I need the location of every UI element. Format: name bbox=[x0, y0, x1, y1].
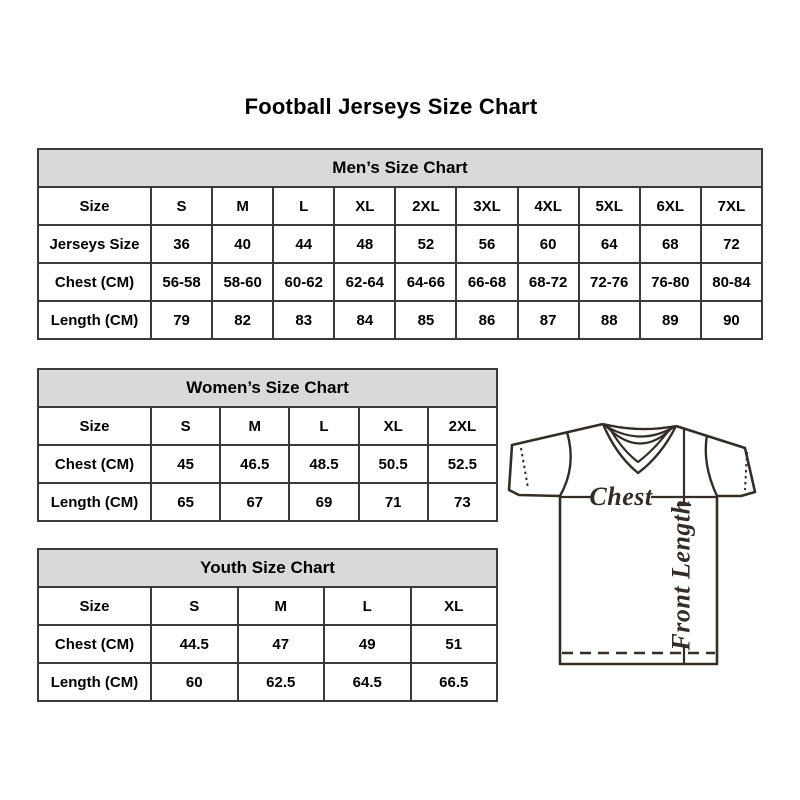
row-label-cell: Chest (CM) bbox=[38, 445, 151, 483]
value-cell: 67 bbox=[220, 483, 289, 521]
value-cell: 47 bbox=[238, 625, 325, 663]
value-cell: XL bbox=[359, 407, 428, 445]
value-cell: 51 bbox=[411, 625, 498, 663]
value-cell: 72 bbox=[701, 225, 762, 263]
jersey-outline bbox=[509, 424, 755, 664]
table-row bbox=[38, 187, 762, 225]
row-label-cell: Length (CM) bbox=[38, 483, 151, 521]
value-cell: 89 bbox=[640, 301, 701, 339]
value-cell: S bbox=[151, 407, 220, 445]
value-cell: 44.5 bbox=[151, 625, 238, 663]
value-cell: 64.5 bbox=[324, 663, 411, 701]
value-cell: 6XL bbox=[640, 187, 701, 225]
value-cell: 66-68 bbox=[456, 263, 517, 301]
table-row bbox=[38, 407, 497, 445]
row-label-cell: Size bbox=[38, 187, 151, 225]
value-cell: 88 bbox=[579, 301, 640, 339]
value-cell: 50.5 bbox=[359, 445, 428, 483]
left-sleeve-seam bbox=[560, 432, 571, 496]
value-cell: 64-66 bbox=[395, 263, 456, 301]
value-cell: 4XL bbox=[518, 187, 579, 225]
table-title: Youth Size Chart bbox=[38, 549, 497, 587]
row-label-cell: Size bbox=[38, 407, 151, 445]
value-cell: 68-72 bbox=[518, 263, 579, 301]
value-cell: 60 bbox=[518, 225, 579, 263]
value-cell: 60 bbox=[151, 663, 238, 701]
table-row bbox=[38, 587, 497, 625]
row-label-cell: Size bbox=[38, 587, 151, 625]
value-cell: 52.5 bbox=[428, 445, 497, 483]
value-cell: S bbox=[151, 187, 212, 225]
table-row bbox=[38, 445, 497, 483]
value-cell: XL bbox=[411, 587, 498, 625]
value-cell: 66.5 bbox=[411, 663, 498, 701]
jersey-measurement-diagram bbox=[503, 400, 773, 670]
value-cell: 3XL bbox=[456, 187, 517, 225]
value-cell: 44 bbox=[273, 225, 334, 263]
right-sleeve-seam bbox=[706, 435, 717, 496]
value-cell: 76-80 bbox=[640, 263, 701, 301]
table-title: Men’s Size Chart bbox=[38, 149, 762, 187]
chest-label: Chest bbox=[589, 482, 653, 511]
collar-top-edge bbox=[603, 424, 676, 429]
value-cell: 2XL bbox=[428, 407, 497, 445]
value-cell: 72-76 bbox=[579, 263, 640, 301]
left-cuff-stitch-line bbox=[521, 448, 528, 488]
value-cell: 80-84 bbox=[701, 263, 762, 301]
row-label-cell: Chest (CM) bbox=[38, 263, 151, 301]
value-cell: 65 bbox=[151, 483, 220, 521]
value-cell: 82 bbox=[212, 301, 273, 339]
value-cell: 87 bbox=[518, 301, 579, 339]
front-length-label: Front Length bbox=[666, 499, 696, 651]
value-cell: 5XL bbox=[579, 187, 640, 225]
value-cell: M bbox=[220, 407, 289, 445]
value-cell: L bbox=[273, 187, 334, 225]
value-cell: 85 bbox=[395, 301, 456, 339]
value-cell: 46.5 bbox=[220, 445, 289, 483]
value-cell: 62-64 bbox=[334, 263, 395, 301]
table-row bbox=[38, 301, 762, 339]
value-cell: 73 bbox=[428, 483, 497, 521]
table-row bbox=[38, 263, 762, 301]
value-cell: 60-62 bbox=[273, 263, 334, 301]
row-label-cell: Chest (CM) bbox=[38, 625, 151, 663]
value-cell: 49 bbox=[324, 625, 411, 663]
value-cell: L bbox=[324, 587, 411, 625]
value-cell: 58-60 bbox=[212, 263, 273, 301]
row-label-cell: Jerseys Size bbox=[38, 225, 151, 263]
table-row bbox=[38, 483, 497, 521]
value-cell: M bbox=[238, 587, 325, 625]
value-cell: L bbox=[289, 407, 358, 445]
row-label-cell: Length (CM) bbox=[38, 663, 151, 701]
value-cell: 86 bbox=[456, 301, 517, 339]
page-title: Football Jerseys Size Chart bbox=[244, 94, 538, 119]
value-cell: 40 bbox=[212, 225, 273, 263]
value-cell: M bbox=[212, 187, 273, 225]
value-cell: 68 bbox=[640, 225, 701, 263]
row-label-cell: Length (CM) bbox=[38, 301, 151, 339]
value-cell: 79 bbox=[151, 301, 212, 339]
table-row bbox=[38, 225, 762, 263]
youth-size-table bbox=[37, 548, 498, 702]
value-cell: 36 bbox=[151, 225, 212, 263]
table-title: Women’s Size Chart bbox=[38, 369, 497, 407]
womens-size-table bbox=[37, 368, 498, 522]
value-cell: 48.5 bbox=[289, 445, 358, 483]
value-cell: 48 bbox=[334, 225, 395, 263]
value-cell: 83 bbox=[273, 301, 334, 339]
value-cell: XL bbox=[334, 187, 395, 225]
table-row bbox=[38, 625, 497, 663]
value-cell: 84 bbox=[334, 301, 395, 339]
table-row bbox=[38, 663, 497, 701]
value-cell: 62.5 bbox=[238, 663, 325, 701]
value-cell: 71 bbox=[359, 483, 428, 521]
value-cell: 52 bbox=[395, 225, 456, 263]
value-cell: 56-58 bbox=[151, 263, 212, 301]
value-cell: 69 bbox=[289, 483, 358, 521]
value-cell: 56 bbox=[456, 225, 517, 263]
value-cell: 2XL bbox=[395, 187, 456, 225]
value-cell: S bbox=[151, 587, 238, 625]
value-cell: 7XL bbox=[701, 187, 762, 225]
value-cell: 45 bbox=[151, 445, 220, 483]
value-cell: 64 bbox=[579, 225, 640, 263]
value-cell: 90 bbox=[701, 301, 762, 339]
mens-size-table bbox=[37, 148, 763, 340]
